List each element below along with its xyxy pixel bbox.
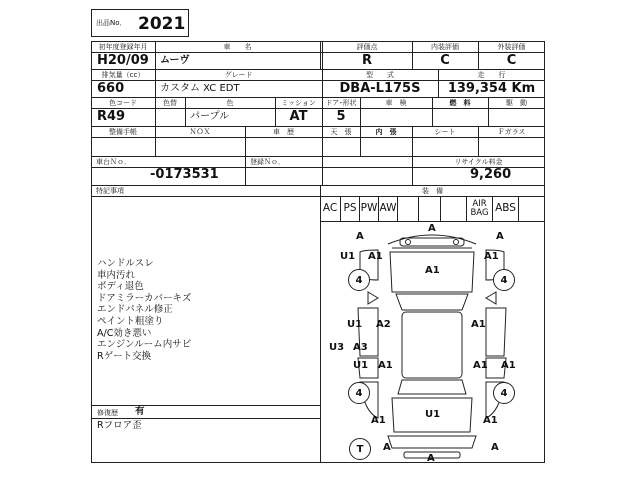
color-value: パープル [190,111,230,122]
grade-label: グレード [224,71,253,79]
equipment-label: 装 備 [422,187,443,195]
glass-label: Ｆガラス [497,128,526,136]
equipment-cell: PW [360,196,379,221]
interior-label: 内 張 [375,128,397,136]
displacement-label: 排気量（cc） [101,71,145,79]
model-label: 型 式 [366,71,394,79]
score-value: R [361,53,372,68]
exterior-score-value: C [506,53,517,68]
equipment-cell [419,196,441,221]
damage-rl-door-u1: U1 [353,360,369,371]
tire-front-right: 4 [493,269,515,291]
recycle-value: 9,260 [470,167,512,182]
rule [91,185,545,186]
damage-hood: A1 [425,265,440,276]
damage-front-left: A [356,231,364,242]
rule [91,137,545,138]
lot-number-box [91,9,189,37]
damage-fr-door: A1 [471,319,486,330]
mission-label: ミッション [281,99,316,107]
damage-fl-fender-a1: A1 [368,251,383,262]
lot-number: 2021 [138,14,186,34]
remark-item: A/C効き悪い [97,327,152,339]
repair-history-value: 有 [135,406,145,417]
chassis-no-label: 車台Ｎｏ． [96,158,131,166]
remark-item: エンドパネル修正 [97,304,173,316]
color-label: 色 [226,99,234,107]
mileage-label: 走 行 [477,71,506,79]
lot-number-label: 出品No． [96,19,127,27]
damage-rl-u3: U3 [329,342,345,353]
damage-fl-door-a2: A2 [376,319,391,330]
inspection-label: 車 検 [385,99,407,107]
first-reg-value: H20/09 [97,53,149,68]
rear-glass-code: T [349,438,371,460]
tire-rear-right: 4 [493,382,515,404]
rule [322,156,323,185]
grade-value: カスタム XC EDT [160,83,240,94]
damage-rear-bumper-left: A [383,442,391,453]
color-code-value: R49 [97,109,126,124]
mileage-value: 139,354 Km [447,81,536,96]
remark-item: ボディ退色 [97,281,144,293]
remark-item: エンジンルーム内サビ [97,339,192,351]
damage-rl-a3: A3 [353,342,368,353]
damage-rr-quarter: A1 [483,415,498,426]
rule [320,41,321,69]
remark-item: ハンドルスレ [97,258,154,269]
car-name-value: ムーヴ [160,55,190,66]
color-code-label: 色コード [109,99,137,107]
remark-item: ペイント粗塗り [97,316,164,327]
damage-rl-quarter: A1 [371,415,386,426]
chassis-no-value: -0173531 [150,167,219,182]
interior-score-value: C [440,53,450,68]
damage-rr-door-2: A1 [501,360,516,371]
tire-front-left: 4 [348,269,370,291]
damage-front-top: A [428,223,436,234]
mission-value: AT [289,109,308,124]
color-change-label: 色替 [163,99,177,107]
equipment-cell: ABS [493,196,519,221]
maintenance-label: 整備手帳 [109,128,137,136]
equipment-cell: PS [341,196,360,221]
model-value: DBA-L175S [339,81,421,96]
rule [91,126,545,127]
drive-label: 駆 動 [506,99,527,107]
equipment-cell [398,196,419,221]
first-reg-label: 初年度登録年月 [98,43,148,51]
tire-rear-left: 4 [348,382,370,404]
damage-fl-door-u1: U1 [347,319,363,330]
car-name-label: 車 名 [223,43,252,51]
displacement-value: 660 [97,81,125,96]
rule [91,97,545,98]
rule [91,156,545,157]
damage-rr-door: A1 [473,360,488,371]
repair-history-label: 修復歴 [97,409,118,417]
equipment-cell: AIR BAG [467,196,493,221]
recycle-label: リサイクル料金 [454,158,503,166]
fuel-label: 燃 料 [449,99,471,107]
remarks-label: 特記事項 [96,187,124,195]
equipment-cell [441,196,467,221]
interior-score-label: 内装評価 [431,43,459,51]
remark-item: ドアミラーカバーキズ [97,292,192,304]
rule [245,156,246,185]
doors-label: ドア･形状 [325,99,357,107]
damage-fl-fender-u1: U1 [340,251,356,262]
equipment-row [320,196,545,221]
damage-front-right: A [496,231,504,242]
nox-label: ＮＯＸ [189,128,211,136]
rule [91,405,320,406]
exterior-score-label: 外装評価 [497,43,526,51]
damage-rear-gate: U1 [425,409,441,420]
remark-item: Rゲート交換 [97,350,152,362]
history-label: 車 歴 [273,128,294,136]
equipment-cell: AW [379,196,398,221]
equipment-cell: AC [320,196,341,221]
rule [91,69,545,70]
repair-note-item: Rフロア歪 [97,420,142,431]
remark-item: 車内汚れ [97,269,136,281]
score-label: 評価点 [356,43,378,51]
reg-no-label: 登録Ｎｏ． [250,158,285,166]
damage-rear-bumper: A [427,453,435,464]
doors-value: 5 [336,109,346,124]
seat-label: シート [434,128,456,136]
damage-fr-fender: A1 [484,251,499,262]
damage-rear-bumper-right: A [491,442,499,453]
sunroof-label: 天 張 [330,128,352,136]
damage-rl-door-a1: A1 [378,360,393,371]
rule [91,418,320,419]
